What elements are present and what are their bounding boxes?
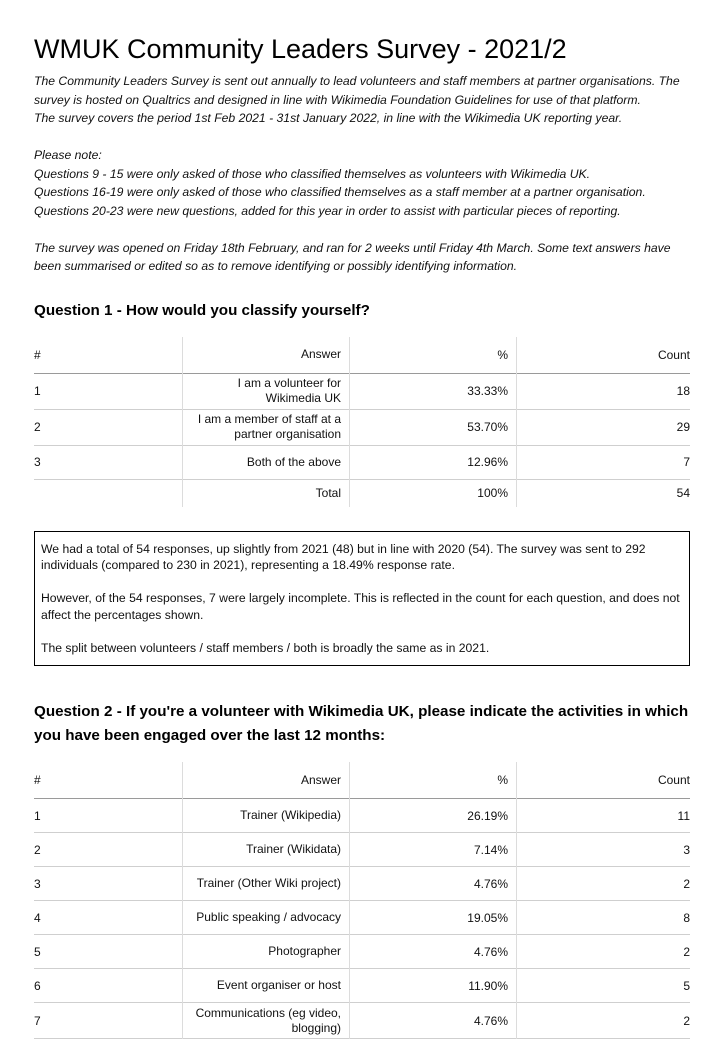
table-row: 7 Communications (eg video, blogging) 4.76% 2 (34, 1003, 690, 1039)
commentary-p3: The split between volunteers / staff members / both is broadly the same as in 2021. (41, 640, 490, 655)
intro-line-2: The survey covers the period 1st Feb 2021 - 31st January 2022, in line with the Wikimedia UK reporting year. (34, 111, 623, 125)
table-total-row (34, 479, 690, 507)
commentary-p1: We had a total of 54 responses, up slightly from 2021 (48) but in line with 2020 (54). The survey was sent to 292 individuals (compared to 230 in 2021), representing a 18.49% response rate. (41, 541, 646, 572)
note-heading: Please note: (34, 148, 102, 162)
document-page (34, 32, 690, 1039)
col-pct: % (350, 762, 517, 799)
col-count: Count (517, 762, 691, 799)
table-row: 4 Public speaking / advocacy 19.05% 8 (34, 901, 690, 935)
table-header (34, 337, 690, 374)
table-row: 5 Photographer 4.76% 2 (34, 935, 690, 969)
note-line-3: Questions 20-23 were new questions, added for this year in order to assist with particular pieces of reporting. (34, 203, 621, 218)
commentary-box (34, 531, 690, 667)
question-2-table (34, 762, 690, 1039)
table-header (34, 762, 690, 799)
intro-text (34, 72, 690, 276)
total-label: Total (183, 479, 350, 507)
table-row: 1 I am a volunteer for Wikimedia UK 33.33% 18 (34, 373, 690, 409)
col-answer: Answer (183, 762, 350, 799)
note-line-2: Questions 16-19 were only asked of those who classified themselves as a staff member at a partner organisation. (34, 185, 646, 199)
col-num: # (34, 773, 41, 787)
commentary-p2: However, of the 54 responses, 7 were largely incomplete. This is reflected in the count for each question, and does not affect the percentages shown. (41, 591, 680, 622)
total-count: 54 (517, 479, 691, 507)
note-line-1: Questions 9 - 15 were only asked of those who classified themselves as volunteers with Wikimedia UK. (34, 166, 591, 181)
col-answer: Answer (183, 337, 350, 374)
table-row: 2 I am a member of staff at a partner organisation 53.70% 29 (34, 409, 690, 445)
survey-dates: The survey was opened on Friday 18th February, and ran for 2 weeks until Friday 4th March. Some text answers have been summarised or edited so as to remove identifying or possibly identifying information. (34, 240, 671, 273)
page-title: WMUK Community Leaders Survey - 2021/2 (34, 34, 567, 64)
table-row: 6 Event organiser or host 11.90% 5 (34, 969, 690, 1003)
question-2-heading: Question 2 - If you're a volunteer with Wikimedia UK, please indicate the activities in which you have been engaged over the last 12 months: (34, 703, 689, 744)
col-pct: % (350, 337, 517, 374)
table-row: 3 Trainer (Other Wiki project) 4.76% 2 (34, 867, 690, 901)
question-1-table (34, 337, 690, 507)
question-1-heading: Question 1 - How would you classify yourself? (34, 301, 370, 319)
table-row: 3 Both of the above 12.96% 7 (34, 445, 690, 479)
table-row: 2 Trainer (Wikidata) 7.14% 3 (34, 833, 690, 867)
col-count: Count (517, 337, 691, 374)
col-num: # (34, 347, 41, 362)
intro-line-1: The Community Leaders Survey is sent out annually to lead volunteers and staff members at partner organisations. The survey is hosted on Qualtrics and designed in line with Wikimedia Foundation Guidelines for use of that platform. (34, 74, 680, 107)
total-pct: 100% (350, 479, 517, 507)
table-row: 1 Trainer (Wikipedia) 26.19% 11 (34, 799, 690, 833)
